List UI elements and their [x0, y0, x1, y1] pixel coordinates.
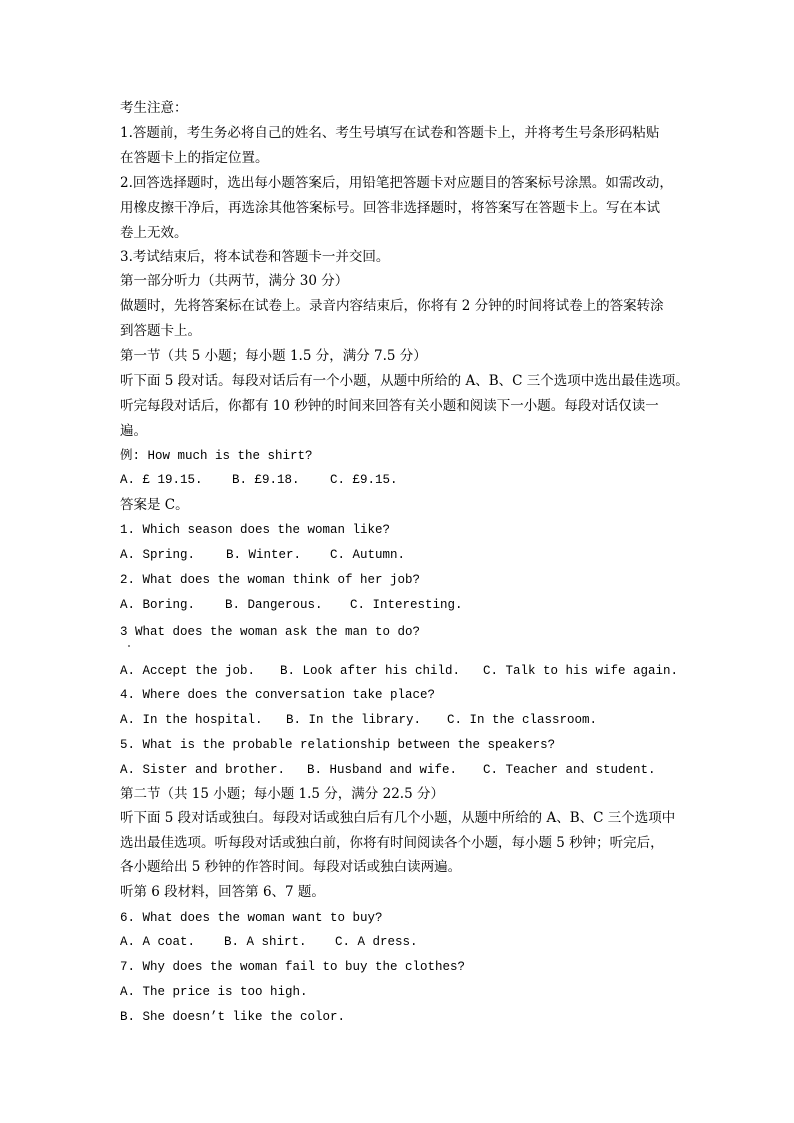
q4-option-b: B. In the library. — [286, 713, 422, 727]
question-1: 1. Which season does the woman like? — [120, 523, 391, 537]
q3-option-c: C. Talk to his wife again. — [483, 664, 679, 678]
question-2-options — [120, 596, 463, 614]
example-answer: 答案是 C。 — [120, 497, 189, 513]
example-option-c: C. £9.15. — [330, 473, 398, 487]
example-option-a: A. £ 19.15. — [120, 473, 203, 487]
notice-line-2b: 用橡皮擦干净后，再选涂其他答案标号。回答非选择题时，将答案写在答题卡上。写在本试 — [120, 200, 660, 216]
q3-option-a: A. Accept the job. — [120, 664, 256, 678]
example-question — [120, 446, 313, 465]
q1-option-a: A. Spring. — [120, 548, 196, 562]
stray-dot — [128, 645, 130, 647]
example-options — [120, 471, 398, 489]
example-option-b: B. £9.18. — [232, 473, 300, 487]
q5-option-c: C. Teacher and student. — [483, 763, 656, 777]
q1-option-c: C. Autumn. — [330, 548, 406, 562]
section1-instruction-a: 听下面 5 段对话。每段对话后有一个小题，从题中所给的 A、B、C 三个选项中选出最佳选项。 — [120, 373, 689, 389]
section2-heading: 第二节（共 15 小题；每小题 1.5 分，满分 22.5 分） — [120, 786, 444, 802]
q5-option-a: A. Sister and brother. — [120, 763, 286, 777]
q3-option-b: B. Look after his child. — [280, 664, 461, 678]
notice-line-2a: 2.回答选择题时，选出每小题答案后，用铅笔把答题卡对应题目的答案标号涂黑。如需改动， — [120, 175, 673, 191]
section2-instruction-a: 听下面 5 段对话或独白。每段对话或独白后有几个小题，从题中所给的 A、B、C 三个选项中 — [120, 810, 676, 826]
q7-option-b: B. She doesn’t like the color. — [120, 1010, 346, 1024]
notice-line-1b: 在答题卡上的指定位置。 — [120, 150, 269, 166]
section1-instruction-c: 遍。 — [120, 423, 147, 439]
question-5-options — [120, 761, 656, 779]
question-3-options — [120, 662, 678, 680]
q2-option-a: A. Boring. — [120, 598, 196, 612]
q2-option-c: C. Interesting. — [350, 598, 463, 612]
part1-instruction-b: 到答题卡上。 — [120, 323, 201, 339]
question-5: 5. What is the probable relationship between the speakers? — [120, 738, 556, 752]
question-4-options — [120, 711, 597, 729]
part1-heading: 第一部分听力（共两节，满分 30 分） — [120, 273, 349, 289]
q5-option-b: B. Husband and wife. — [307, 763, 458, 777]
q1-option-b: B. Winter. — [226, 548, 302, 562]
q4-option-c: C. In the classroom. — [447, 713, 598, 727]
q6-option-b: B. A shirt. — [224, 935, 307, 949]
section1-instruction-b: 听完每段对话后，你都有 10 秒钟的时间来回答有关小题和阅读下一小题。每段对话仅读一 — [120, 398, 659, 414]
notice-title: 考生注意： — [120, 100, 188, 116]
part1-instruction-a: 做题时，先将答案标在试卷上。录音内容结束后，你将有 2 分钟的时间将试卷上的答案转涂 — [120, 298, 664, 314]
section2-instruction-c: 各小题给出 5 秒钟的作答时间。每段对话或独白读两遍。 — [120, 859, 462, 875]
notice-line-1a: 1.答题前，考生务必将自己的姓名、考生号填写在试卷和答题卡上，并将考生号条形码粘贴 — [120, 125, 660, 141]
section2-instruction-b: 选出最佳选项。听每段对话或独白前，你将有时间阅读各个小题，每小题 5 秒钟；听完后， — [120, 835, 664, 851]
q4-option-a: A. In the hospital. — [120, 713, 263, 727]
question-2: 2. What does the woman think of her job? — [120, 573, 421, 587]
question-4: 4. Where does the conversation take place? — [120, 688, 436, 702]
q6-option-c: C. A dress. — [335, 935, 418, 949]
question-1-options — [120, 546, 405, 564]
question-7: 7. Why does the woman fail to buy the clothes? — [120, 960, 466, 974]
notice-line-3: 3.考试结束后，将本试卷和答题卡一并交回。 — [120, 249, 390, 265]
q6-option-a: A. A coat. — [120, 935, 196, 949]
notice-line-2c: 卷上无效。 — [120, 225, 188, 241]
question-6-options — [120, 933, 418, 951]
material-6-heading: 听第 6 段材料，回答第 6、7 题。 — [120, 884, 325, 900]
section1-heading: 第一节（共 5 小题；每小题 1.5 分，满分 7.5 分） — [120, 348, 427, 364]
question-3: 3 What does the woman ask the man to do? — [120, 625, 421, 639]
example-question-text: 例: How much is the shirt? — [120, 449, 313, 463]
question-6: 6. What does the woman want to buy? — [120, 911, 383, 925]
q7-option-a: A. The price is too high. — [120, 985, 308, 999]
q2-option-b: B. Dangerous. — [225, 598, 323, 612]
